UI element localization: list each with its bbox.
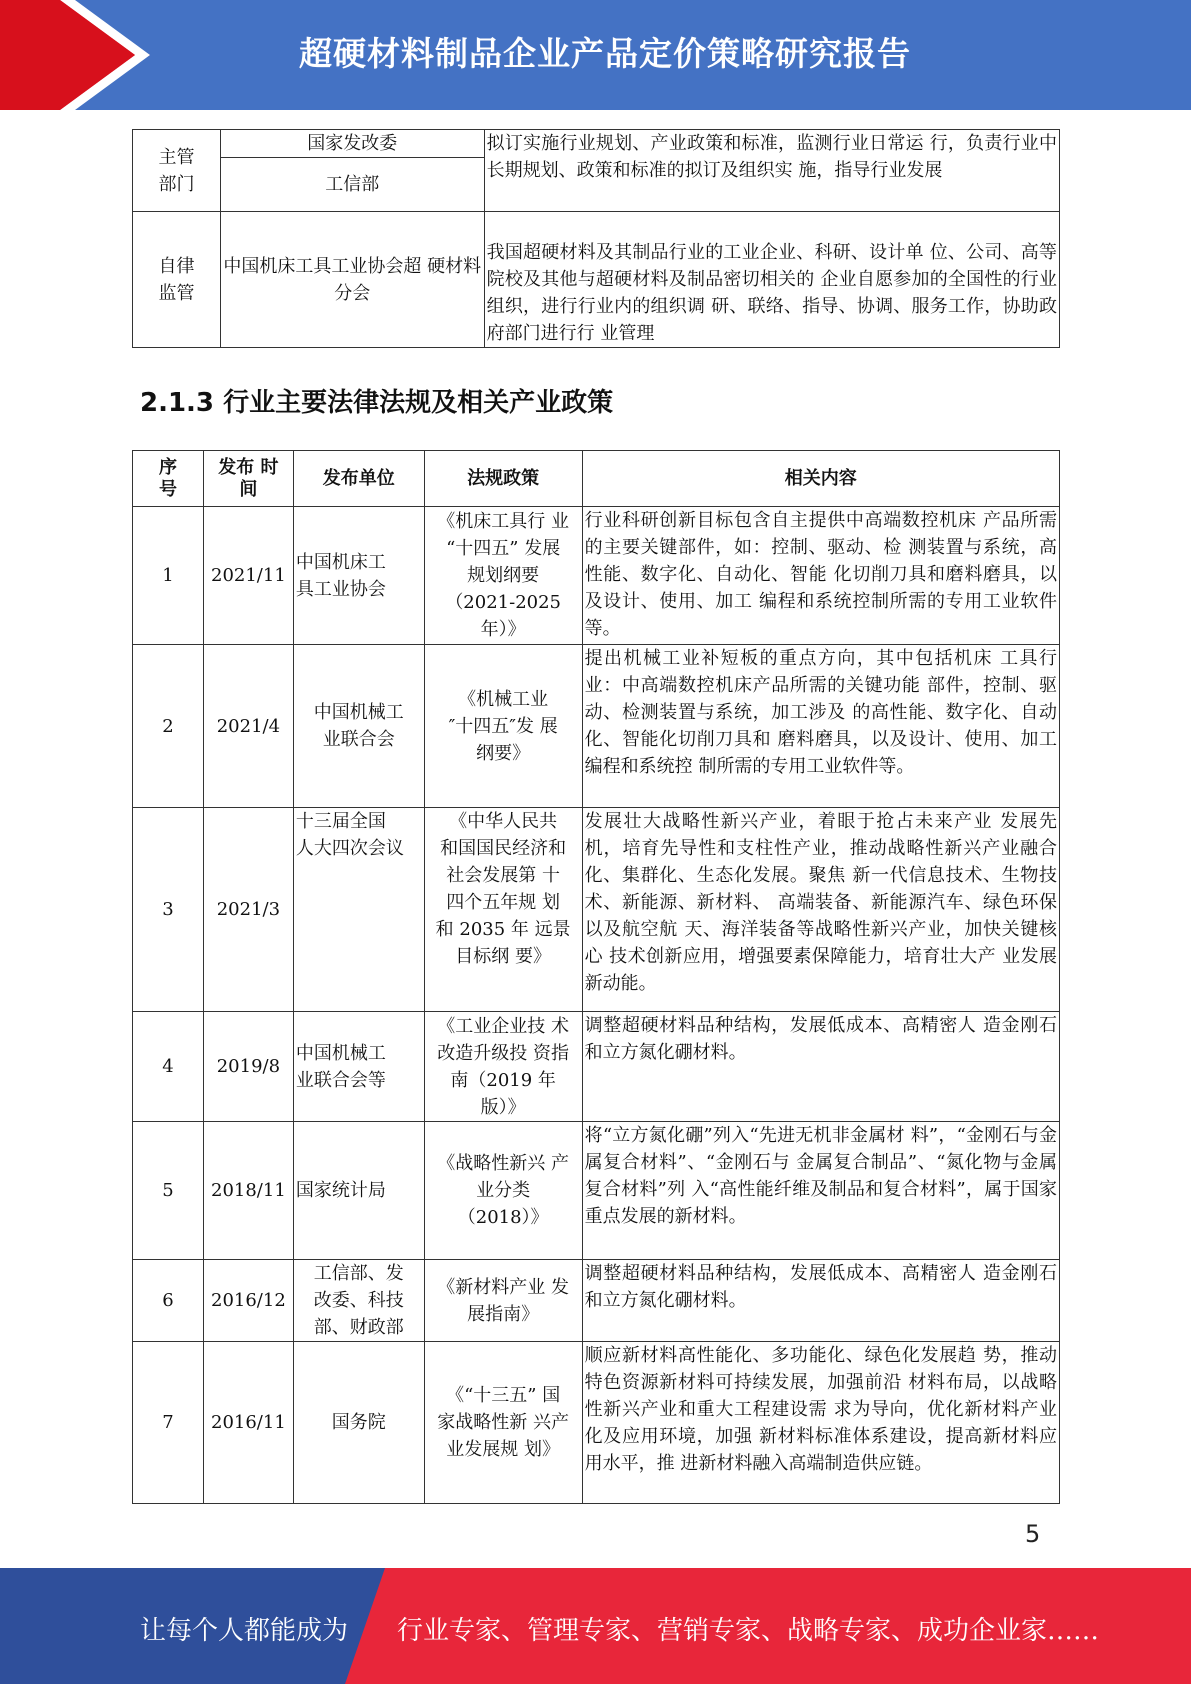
policy-table — [132, 450, 1060, 1504]
content-cell: 拟订实施行业规划、产业政策和标准，监测行业日常运 行，负责行业中长期规划、政策和标准的拟订及组织实 施，指导行业发展 — [484, 130, 1059, 212]
cell-issuer: 中国机械工 业联合会等 — [293, 1012, 424, 1122]
cell-policy: 《机械工业 ″十四五″发 展 纲要》 — [424, 645, 582, 808]
cell-date: 2016/11 — [203, 1342, 293, 1504]
cell-index: 5 — [133, 1122, 204, 1260]
header-issuer: 发布单位 — [293, 451, 424, 507]
cell-date: 2019/8 — [203, 1012, 293, 1122]
table-row — [133, 1012, 1060, 1122]
header-policy: 法规政策 — [424, 451, 582, 507]
table-header-row — [133, 451, 1060, 507]
cell-date: 2021/4 — [203, 645, 293, 808]
table-row — [133, 212, 1060, 348]
cell-index: 4 — [133, 1012, 204, 1122]
unit-cell: 国家发改委 — [220, 130, 484, 158]
cell-date: 2021/11 — [203, 507, 293, 645]
row-label: 自律 监管 — [133, 212, 221, 348]
cell-content: 顺应新材料高性能化、多功能化、绿色化发展趋 势，推动特色资源新材料可持续发展，加强前沿 材料布局，以战略性新兴产业和重大工程建设需 求为导向，优化新材料产业化及应用环境，加强 新材料标准体系建设，提高新材料应用水平，推 进新材料融入高端制造供应链。 — [582, 1342, 1059, 1504]
cell-date: 2018/11 — [203, 1122, 293, 1260]
cell-index: 6 — [133, 1260, 204, 1342]
cell-index: 2 — [133, 645, 204, 808]
cell-content: 调整超硬材料品种结构，发展低成本、高精密人 造金刚石和立方氮化硼材料。 — [582, 1260, 1059, 1342]
cell-content: 将“立方氮化硼”列入“先进无机非金属材 料”，“金刚石与金属复合材料”、“金刚石与 金属复合制品”、“氮化物与金属复合材料”列 入“高性能纤维及制品和复合材料”，属于国家 重点发展的新材料。 — [582, 1122, 1059, 1260]
header-index: 序 号 — [133, 451, 204, 507]
table-row — [133, 1122, 1060, 1260]
cell-content: 发展壮大战略性新兴产业，着眼于抢占未来产业 发展先机，培育先导性和支柱性产业，推动战略性新兴产业融合化、集群化、生态化发展。聚焦 新一代信息技术、生物技术、新能源、新材料、 高端装备、新能源汽车、绿色环保以及航空航 天、海洋装备等战略性新兴产业，加快关键核心 技术创新应用，增强要素保障能力，培育壮大产 业发展新动能。 — [582, 808, 1059, 1012]
report-title: 超硬材料制品企业产品定价策略研究报告 — [299, 34, 911, 73]
table-row — [133, 1342, 1060, 1504]
cell-index: 3 — [133, 808, 204, 1012]
cell-content: 调整超硬材料品种结构，发展低成本、高精密人 造金刚石和立方氮化硼材料。 — [582, 1012, 1059, 1122]
cell-date: 2016/12 — [203, 1260, 293, 1342]
page-number: 5 — [1025, 1520, 1041, 1548]
cell-policy: 《机床工具行 业 “十四五” 发展 规划纲要 （2021-2025 年）》 — [424, 507, 582, 645]
cell-issuer: 中国机械工 业联合会 — [293, 645, 424, 808]
header-banner — [0, 0, 1191, 110]
footer-slogan-right: 行业专家、管理专家、营销专家、战略专家、成功企业家…… — [397, 1616, 1100, 1646]
cell-policy: 《“十三五” 国 家战略性新 兴产 业发展规 划》 — [424, 1342, 582, 1504]
cell-policy: 《中华人民共 和国国民经济和 社会发展第 十 四个五年规 划 和 2035 年 远景 目标纲 要》 — [424, 808, 582, 1012]
table-row — [133, 507, 1060, 645]
cell-content: 提出机械工业补短板的重点方向，其中包括机床 工具行业：中高端数控机床产品所需的关键功能 部件，控制、驱动、检测装置与系统，加工涉及 的高性能、数字化、自动化、智能化切削刀具和 磨料磨具，以及设计、使用、加工编程和系统控 制所需的专用工业软件等。 — [582, 645, 1059, 808]
table-row — [133, 1260, 1060, 1342]
regulator-table — [132, 129, 1060, 348]
table-row — [133, 645, 1060, 808]
content-cell: 我国超硬材料及其制品行业的工业企业、科研、设计单 位、公司、高等院校及其他与超硬材料及制品密切相关的 企业自愿参加的全国性的行业组织，进行行业内的组织调 研、联络、指导、协调、服务工作，协助政府部门进行行 业管理 — [484, 212, 1059, 348]
cell-issuer: 十三届全国 人大四次会议 — [293, 808, 424, 1012]
table-row — [133, 130, 1060, 158]
table-row — [133, 808, 1060, 1012]
red-arrow-decoration — [0, 0, 150, 110]
footer-slogan-left: 让每个人都能成为 — [140, 1616, 349, 1646]
cell-policy: 《工业企业技 术 改造升级投 资指 南（2019 年 版）》 — [424, 1012, 582, 1122]
cell-issuer: 国务院 — [293, 1342, 424, 1504]
header-content: 相关内容 — [582, 451, 1059, 507]
cell-issuer: 工信部、发 改委、科技 部、财政部 — [293, 1260, 424, 1342]
cell-date: 2021/3 — [203, 808, 293, 1012]
header-date: 发布 时 间 — [203, 451, 293, 507]
footer-banner — [0, 1568, 1191, 1684]
cell-issuer: 国家统计局 — [293, 1122, 424, 1260]
unit-cell: 中国机床工具工业协会超 硬材料分会 — [220, 212, 484, 348]
cell-content: 行业科研创新目标包含自主提供中高端数控机床 产品所需的主要关键部件，如：控制、驱动、检 测装置与系统，高性能、数字化、自动化、智能 化切削刀具和磨料磨具，以及设计、使用、加工 编程和系统控制所需的专用工业软件等。 — [582, 507, 1059, 645]
unit-cell: 工信部 — [220, 158, 484, 212]
cell-policy: 《战略性新兴 产 业分类 （2018）》 — [424, 1122, 582, 1260]
cell-policy: 《新材料产业 发 展指南》 — [424, 1260, 582, 1342]
section-heading: 2.1.3 行业主要法律法规及相关产业政策 — [140, 388, 614, 418]
cell-index: 1 — [133, 507, 204, 645]
cell-issuer: 中国机床工 具工业协会 — [293, 507, 424, 645]
row-label: 主管 部门 — [133, 130, 221, 212]
cell-index: 7 — [133, 1342, 204, 1504]
